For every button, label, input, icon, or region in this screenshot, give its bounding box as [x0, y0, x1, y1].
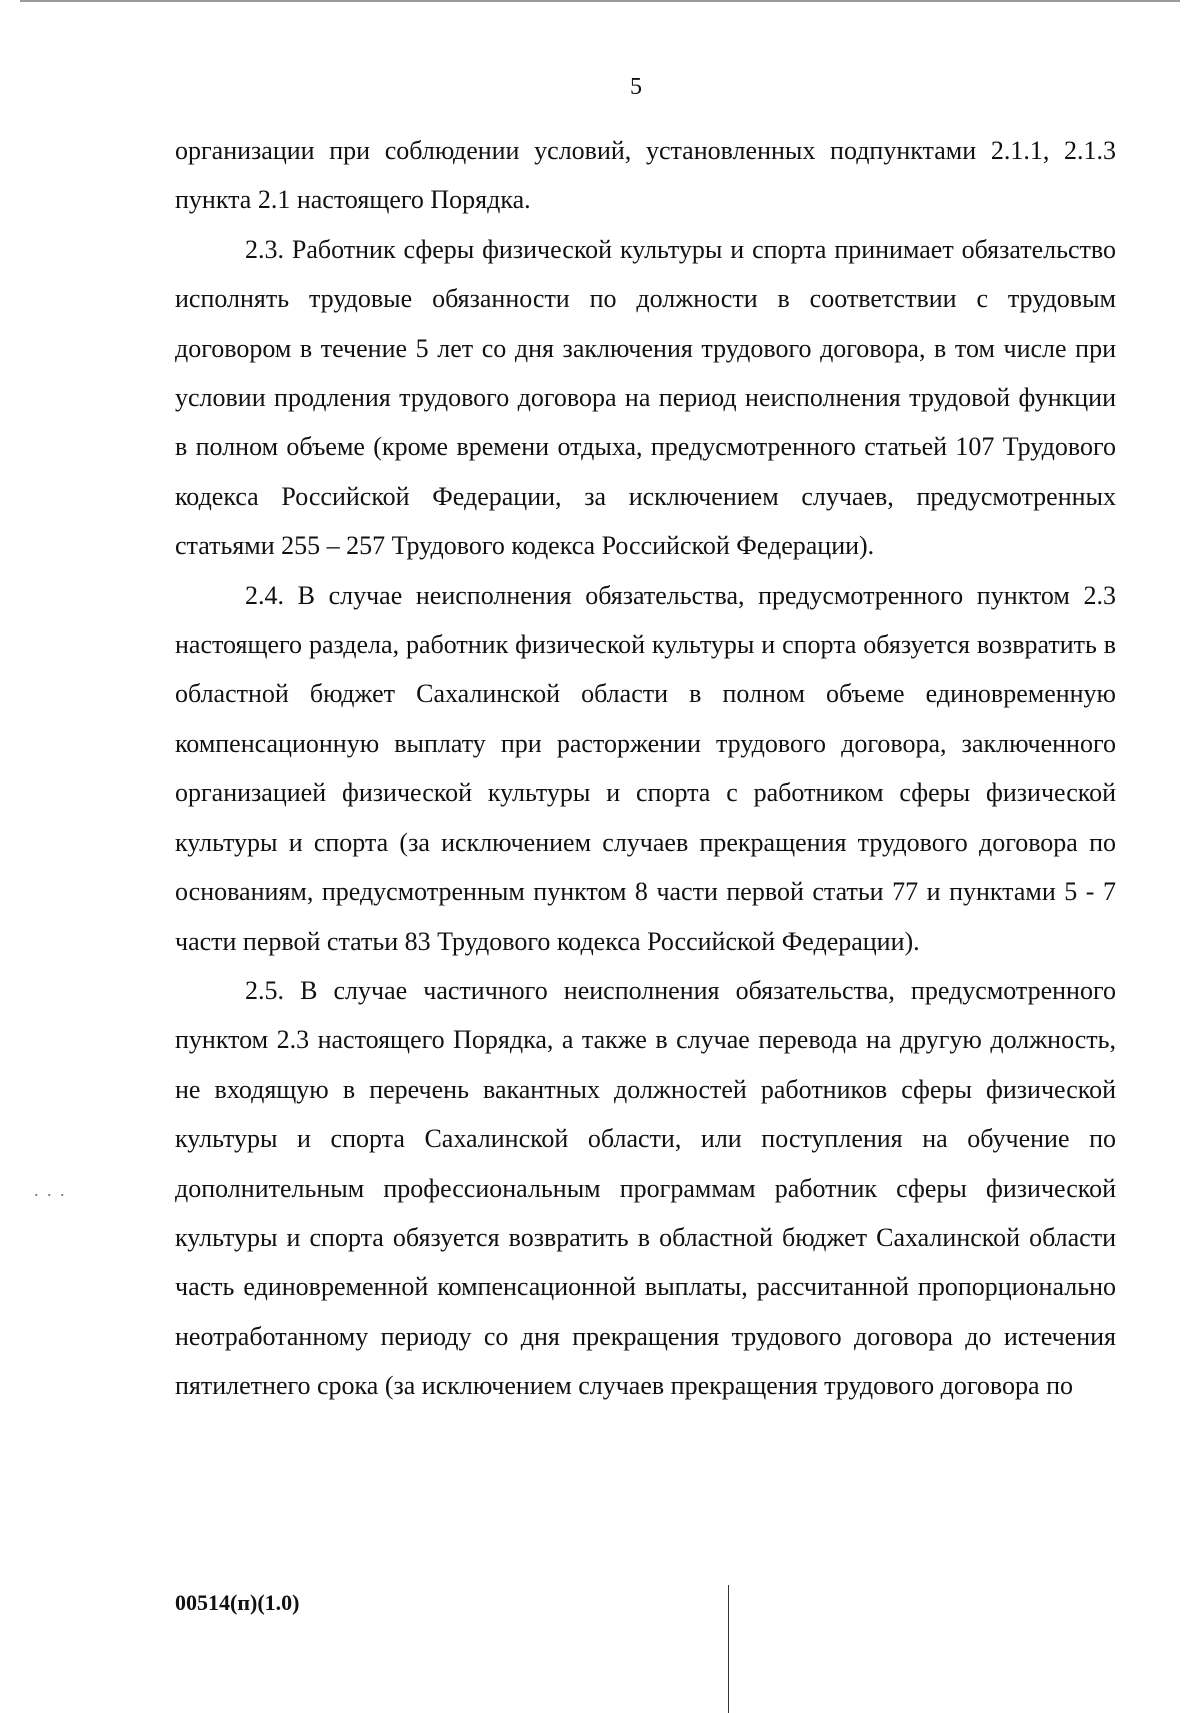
scan-artifact-line — [728, 1585, 729, 1713]
paragraph-2-4: 2.4. В случае неисполнения обязательства, предусмотренного пунктом 2.3 настоящего раздела, работник физической культуры и спорта обязуется возвратить в областной бюджет Сахалинской области в полном объеме единовременную компенсационную выплату при расторжении трудового договора, заключенного организацией физической культуры и спорта с работником сферы физической культуры и спорта (за исключением случаев прекращения трудового договора по основаниям, предусмотренным пунктом 8 части первой статьи 77 и пунктами 5 - 7 части первой статьи 83 Трудового кодекса Российской Федерации). — [175, 580, 1116, 956]
paragraph-2-3: 2.3. Работник сферы физической культуры и спорта принимает обязательство исполнять трудовые обязанности по должности в соответствии с трудовым договором в течение 5 лет со дня заключения трудового договора, в том числе при условии продления трудового договора на период неисполнения трудовой функции в полном объеме (кроме времени отдыха, предусмотренного статьей 107 Трудового кодекса Российской Федерации, за исключением случаев, предусмотренных статьями 255 – 257 Трудового кодекса Российской Федерации). — [175, 234, 1116, 561]
page-number: 5 — [630, 74, 642, 100]
paragraph-continuation: организации при соблюдении условий, установленных подпунктами 2.1.1, 2.1.3 пункта 2.1 настоящего Порядка. — [175, 136, 1116, 215]
scan-top-edge — [20, 0, 1180, 2]
paragraph-2-5: 2.5. В случае частичного неисполнения обязательства, предусмотренного пунктом 2.3 настоящего Порядка, а также в случае перевода на другую должность, не входящую в перечень вакантных должностей работников сферы физической культуры и спорта Сахалинской области, или поступления на обучение по дополнительным профессиональным программам работник сферы физической культуры и спорта обязуется возвратить в областной бюджет Сахалинской области часть единовременной компенсационной выплаты, рассчитанной пропорционально неотработанному периоду со дня прекращения трудового договора до истечения пятилетнего срока (за исключением случаев прекращения трудового договора по — [175, 975, 1116, 1401]
document-body — [175, 126, 1116, 1411]
document-code: 00514(п)(1.0) — [175, 1590, 300, 1615]
scan-artifact-dots: . . . — [34, 1180, 67, 1200]
